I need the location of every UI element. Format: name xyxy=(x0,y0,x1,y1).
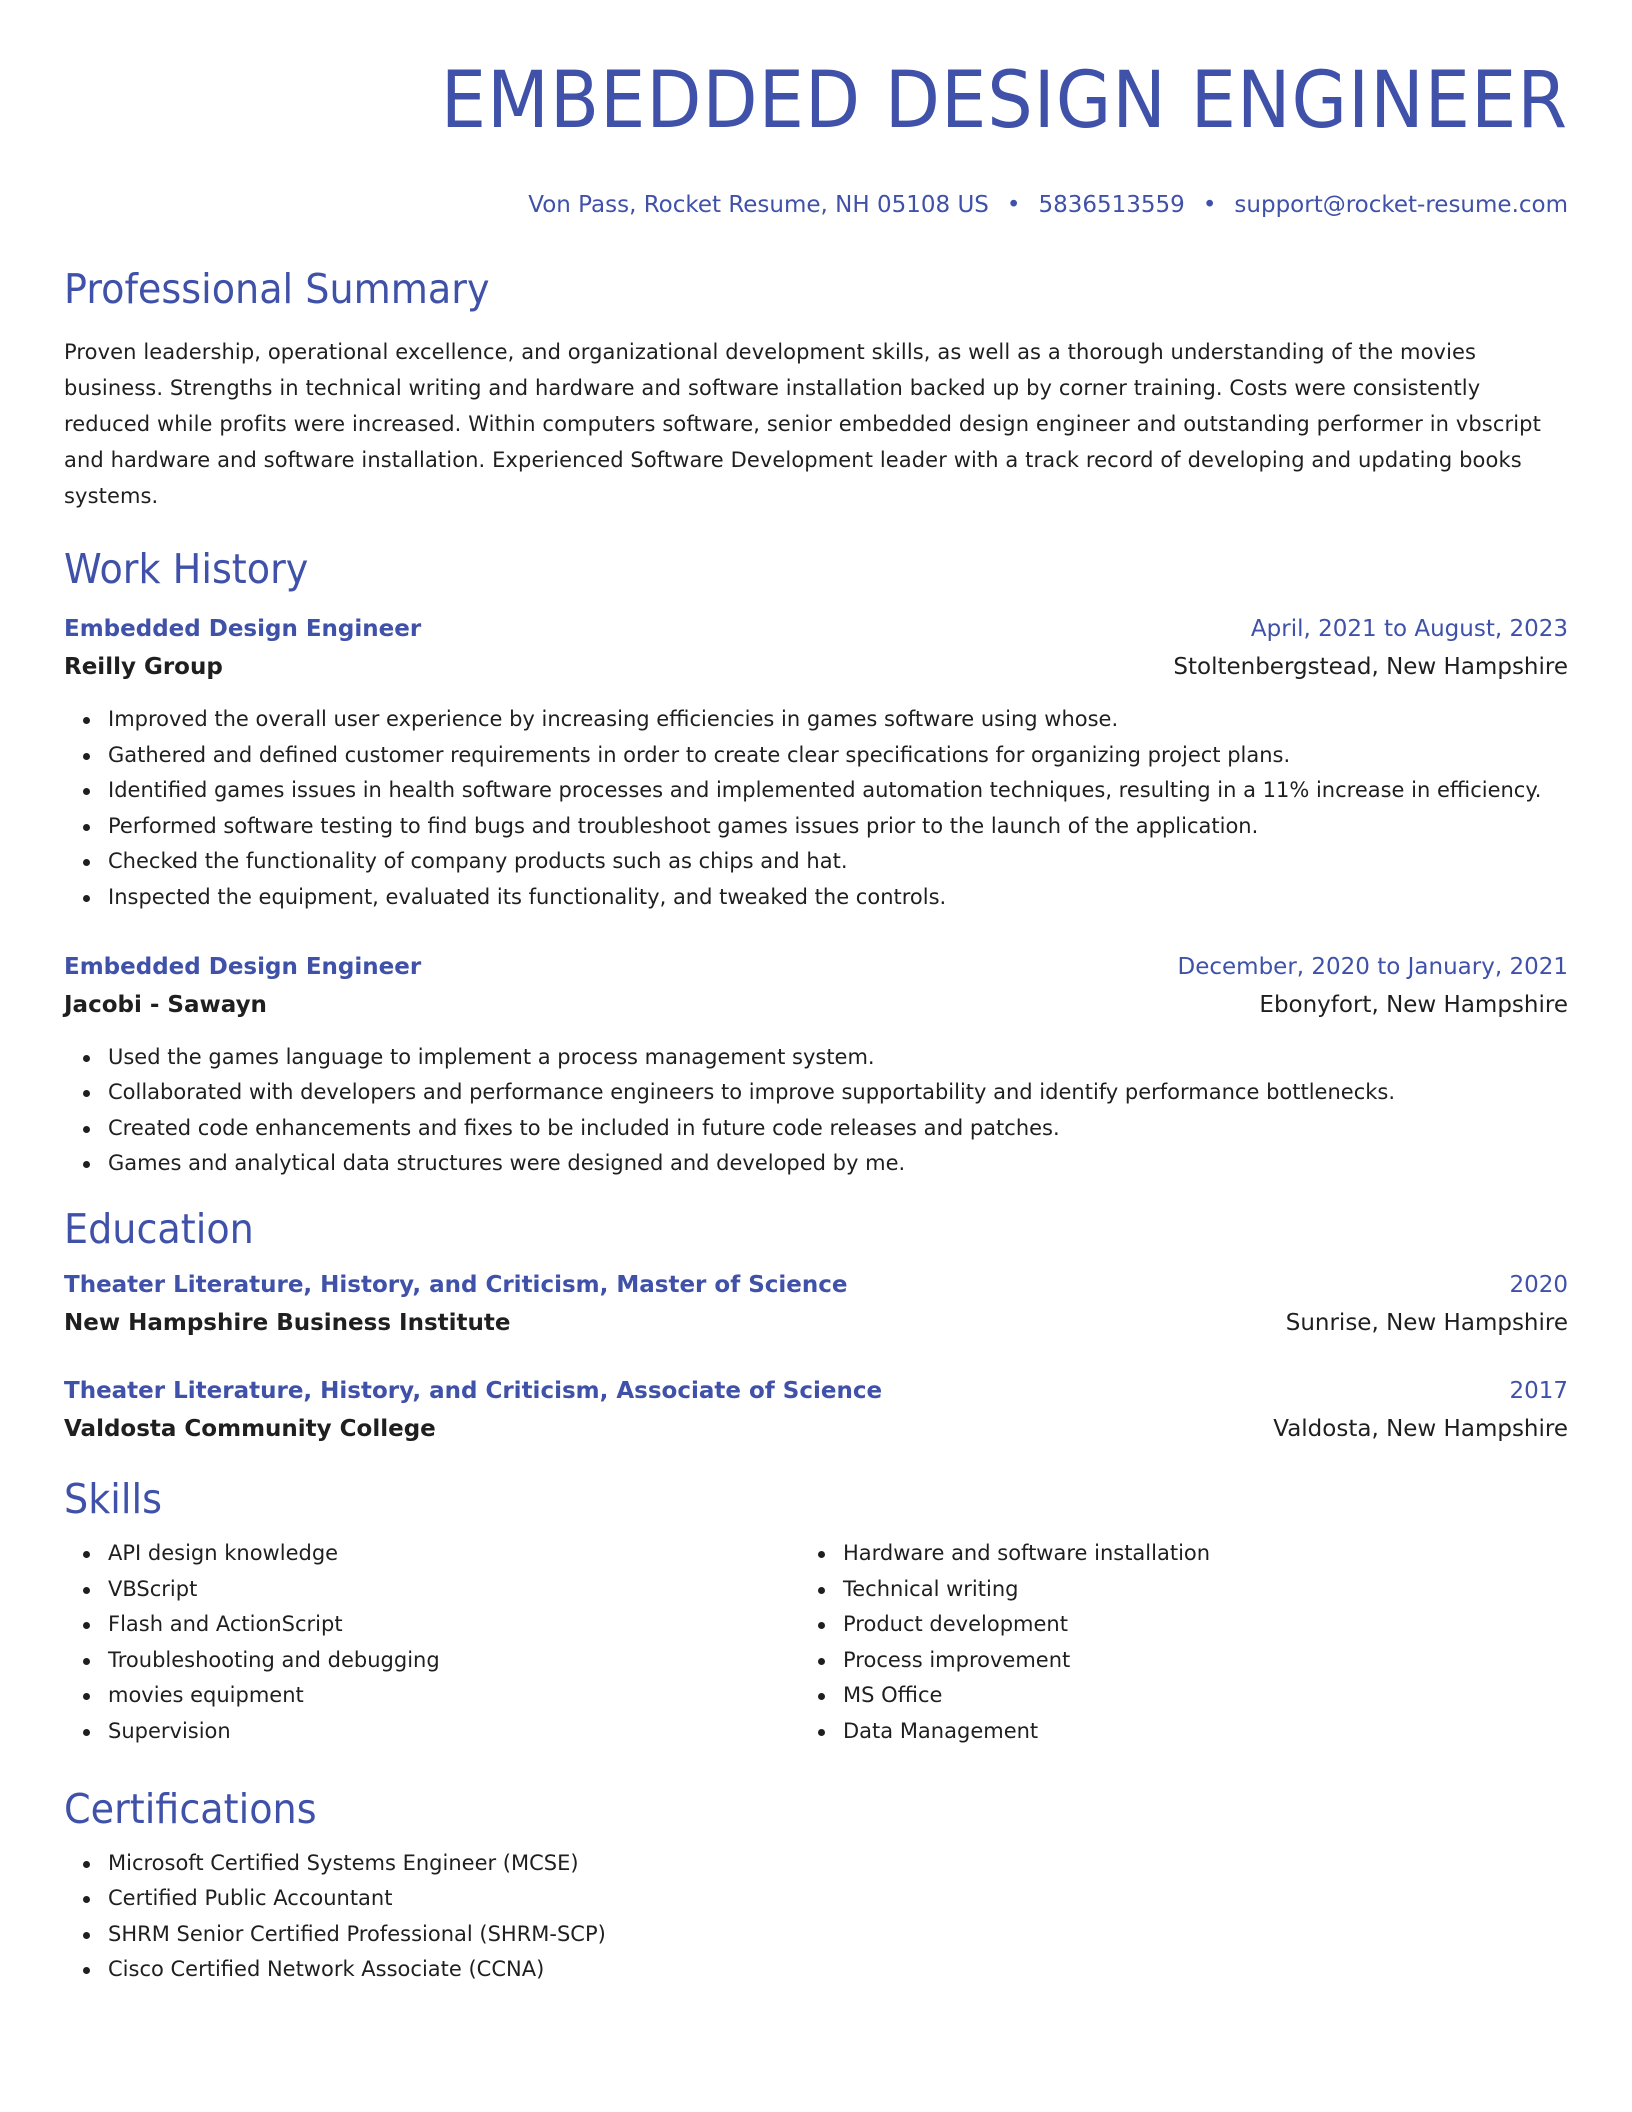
list-item: Cisco Certified Network Associate (CCNA) xyxy=(108,1952,1568,1988)
education-location: Sunrise, New Hampshire xyxy=(1285,1309,1568,1336)
list-item: movies equipment xyxy=(108,1678,799,1714)
contact-separator: • xyxy=(1006,192,1021,218)
job-bullet-list xyxy=(64,1040,1568,1182)
education-year: 2020 xyxy=(1509,1271,1568,1298)
education-degree: Theater Literature, History, and Criticism, Master of Science xyxy=(64,1271,848,1298)
contact-address: Von Pass, Rocket Resume, NH 05108 US xyxy=(528,192,989,218)
list-item: Hardware and software installation xyxy=(843,1536,1399,1572)
contact-separator: • xyxy=(1202,192,1217,218)
list-item: Process improvement xyxy=(843,1643,1399,1679)
list-item: Certified Public Accountant xyxy=(108,1881,1568,1917)
resume-header xyxy=(64,56,1568,220)
section-title-summary: Professional Summary xyxy=(64,265,490,313)
job-location: Ebonyfort, New Hampshire xyxy=(1259,991,1568,1018)
section-title-work-history: Work History xyxy=(64,545,309,593)
job-location: Stoltenbergstead, New Hampshire xyxy=(1173,654,1568,680)
list-item: Flash and ActionScript xyxy=(108,1607,799,1643)
list-item: Technical writing xyxy=(843,1572,1399,1608)
section-title-skills: Skills xyxy=(64,1474,162,1523)
education-entry xyxy=(64,1266,1568,1342)
section-title-certifications: Certifications xyxy=(64,1784,317,1833)
section-title-education: Education xyxy=(64,1204,254,1253)
job-entry xyxy=(64,610,1568,916)
list-item: Supervision xyxy=(108,1714,799,1750)
job-entry xyxy=(64,948,1568,1182)
list-item: Performed software testing to find bugs and troubleshoot games issues prior to the launch of the application. xyxy=(108,809,1568,845)
list-item: Improved the overall user experience by increasing efficiencies in games software using whose. xyxy=(108,702,1568,738)
job-bullet-list xyxy=(64,702,1568,916)
job-dates: April, 2021 to August, 2023 xyxy=(1250,616,1568,642)
job-dates: December, 2020 to January, 2021 xyxy=(1177,953,1568,980)
education-school: New Hampshire Business Institute xyxy=(64,1309,511,1336)
skills-grid xyxy=(64,1536,1568,1750)
certifications-block xyxy=(64,1846,1568,1988)
list-item: MS Office xyxy=(843,1678,1399,1714)
summary-text: Proven leadership, operational excellence, and organizational development skills, as well as a thorough understanding of the movies business. Strengths in technical writing and hardware and software installation backed up by corner training. Costs were consistently reduced while profits were increased. Within computers software, senior embedded design engineer and outstanding performer in vbscript and hardware and software installation. Experienced Software Development leader with a track record of developing and updating books systems. xyxy=(64,340,1541,508)
list-item: Games and analytical data structures were designed and developed by me. xyxy=(108,1146,1568,1182)
list-item: Inspected the equipment, evaluated its functionality, and tweaked the controls. xyxy=(108,880,1568,916)
job-role: Embedded Design Engineer xyxy=(64,616,422,642)
list-item: Created code enhancements and fixes to be included in future code releases and patches. xyxy=(108,1111,1568,1147)
list-item: Product development xyxy=(843,1607,1399,1643)
list-item: Used the games language to implement a process management system. xyxy=(108,1040,1568,1076)
job-company: Reilly Group xyxy=(64,654,223,680)
job-company: Jacobi - Sawayn xyxy=(64,991,267,1018)
contact-email: support@rocket-resume.com xyxy=(1234,192,1568,218)
skills-column-right xyxy=(799,1536,1399,1750)
list-item: Troubleshooting and debugging xyxy=(108,1643,799,1679)
skills-list-left xyxy=(64,1536,799,1750)
education-location: Valdosta, New Hampshire xyxy=(1273,1415,1568,1442)
list-item: API design knowledge xyxy=(108,1536,799,1572)
list-item: Gathered and defined customer requirements in order to create clear specifications for organizing project plans. xyxy=(108,738,1568,774)
contact-phone: 5836513559 xyxy=(1038,192,1185,218)
skills-column-left xyxy=(64,1536,799,1750)
list-item: Identified games issues in health software processes and implemented automation techniques, resulting in a 11% increase in efficiency. xyxy=(108,773,1568,809)
education-entry xyxy=(64,1372,1568,1448)
education-school: Valdosta Community College xyxy=(64,1415,436,1442)
list-item: VBScript xyxy=(108,1572,799,1608)
education-degree: Theater Literature, History, and Criticism, Associate of Science xyxy=(64,1377,883,1404)
list-item: Collaborated with developers and performance engineers to improve supportability and identify performance bottlenecks. xyxy=(108,1075,1568,1111)
education-year: 2017 xyxy=(1509,1377,1568,1404)
list-item: Microsoft Certified Systems Engineer (MCSE) xyxy=(108,1846,1568,1882)
certifications-list xyxy=(64,1846,1568,1988)
list-item: Checked the functionality of company products such as chips and hat. xyxy=(108,844,1568,880)
skills-list-right xyxy=(799,1536,1399,1750)
candidate-title: EMBEDDED DESIGN ENGINEER xyxy=(440,56,1568,146)
list-item: SHRM Senior Certified Professional (SHRM-SCP) xyxy=(108,1917,1568,1953)
contact-line xyxy=(64,190,1568,220)
job-role: Embedded Design Engineer xyxy=(64,953,422,980)
list-item: Data Management xyxy=(843,1714,1399,1750)
